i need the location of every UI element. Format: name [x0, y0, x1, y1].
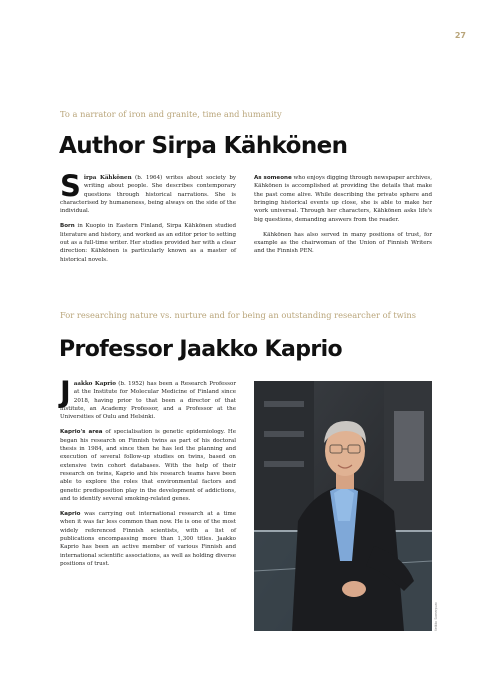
section1-title: Author Sirpa Kähkönen	[59, 133, 348, 159]
section1-subtitle: To a narrator of iron and granite, time and humanity	[60, 109, 282, 119]
section1-left-para-2	[60, 222, 236, 264]
para-lead: Kaprio	[60, 510, 81, 517]
dropcap-j: J	[60, 375, 71, 409]
para-lead: As someone	[254, 175, 292, 181]
section1-right-para-1	[254, 174, 432, 224]
section1-right-column	[254, 174, 432, 262]
section2-column	[60, 375, 236, 575]
page-number: 27	[454, 31, 466, 40]
para-text: who enjoys digging through newspaper archives, Kähkönen is accomplished at providing the details that make the past come alive. While describing the private sphere and bringing historical events up close, she is able to make her work universal. Through her characters, Kähkönen asks life's big questions, demanding answers from the reader.	[254, 175, 432, 223]
section2-para-2	[60, 428, 236, 503]
section2-title: Professor Jaakko Kaprio	[59, 337, 343, 362]
para-text: (b. 1964) writes about society by writing about people. She describes contemporary questions through historical narrations. She is characterised by humaneness, being always on the side of the individual.	[60, 175, 236, 215]
section1-right-para-2: Kähkönen has also served in many positions of trust, for example as the chairwoman of the Union of Finnish Writers and the Finnish PEN.	[254, 231, 432, 255]
para-text: was carrying out international research at a time when it was far less common than now. He is one of the most widely referenced Finnish scientists, with a list of publications encompassing more than 1,300 titles. Jaakko Kaprio has been an active member of various Finnish and international scientific associations, as well as holding diverse positions of trust.	[60, 510, 236, 567]
section1-left-column	[60, 169, 236, 270]
section1-left-para-1	[60, 169, 236, 216]
para-text: of specialisation is genetic epidemiology. He began his research on Finnish twins as part of his doctoral thesis in 1984, and since then he has led the planning and execution of several follow-up studies on twins, based on extensive twin cohort databases. With the help of their research on twins, Kaprio and his research teams have been able to explore the roles that environmental factors and genetic predisposition play in the development of addictions, and to identify several smoking-related genes.	[60, 429, 236, 502]
section2-subtitle: For researching nature vs. nurture and for being an outstanding researcher of twins	[60, 310, 417, 320]
para-lead: Born	[60, 223, 75, 230]
para-lead: Kaprio's area	[60, 429, 103, 436]
lead-name: irpa Kähkönen	[83, 175, 132, 181]
para-text: in Kuopio in Eastern Finland, Sirpa Kähkönen studied literature and history, and worked as an editor prior to setting out as a full-time writer. Her studies provided her with a clear direction: Kähkönen is particularly known as a master of historical novels.	[60, 223, 236, 263]
section2-para-3	[60, 510, 236, 568]
photo-credit: Veikko Somerpuro	[434, 602, 438, 631]
lead-name: aakko Kaprio	[73, 381, 116, 387]
portrait-photo	[254, 381, 432, 631]
section2-para-1	[60, 375, 236, 422]
para-text: (b. 1952) has been a Research Professor at the Institute for Molecular Medicine of Finland since 2018, having prior to that been a director of that institute, an Academy Professor, and a Professor at the Universities of Oulu and Helsinki.	[60, 381, 236, 421]
portrait-illustration	[254, 381, 432, 631]
dropcap-s: S	[60, 169, 81, 203]
